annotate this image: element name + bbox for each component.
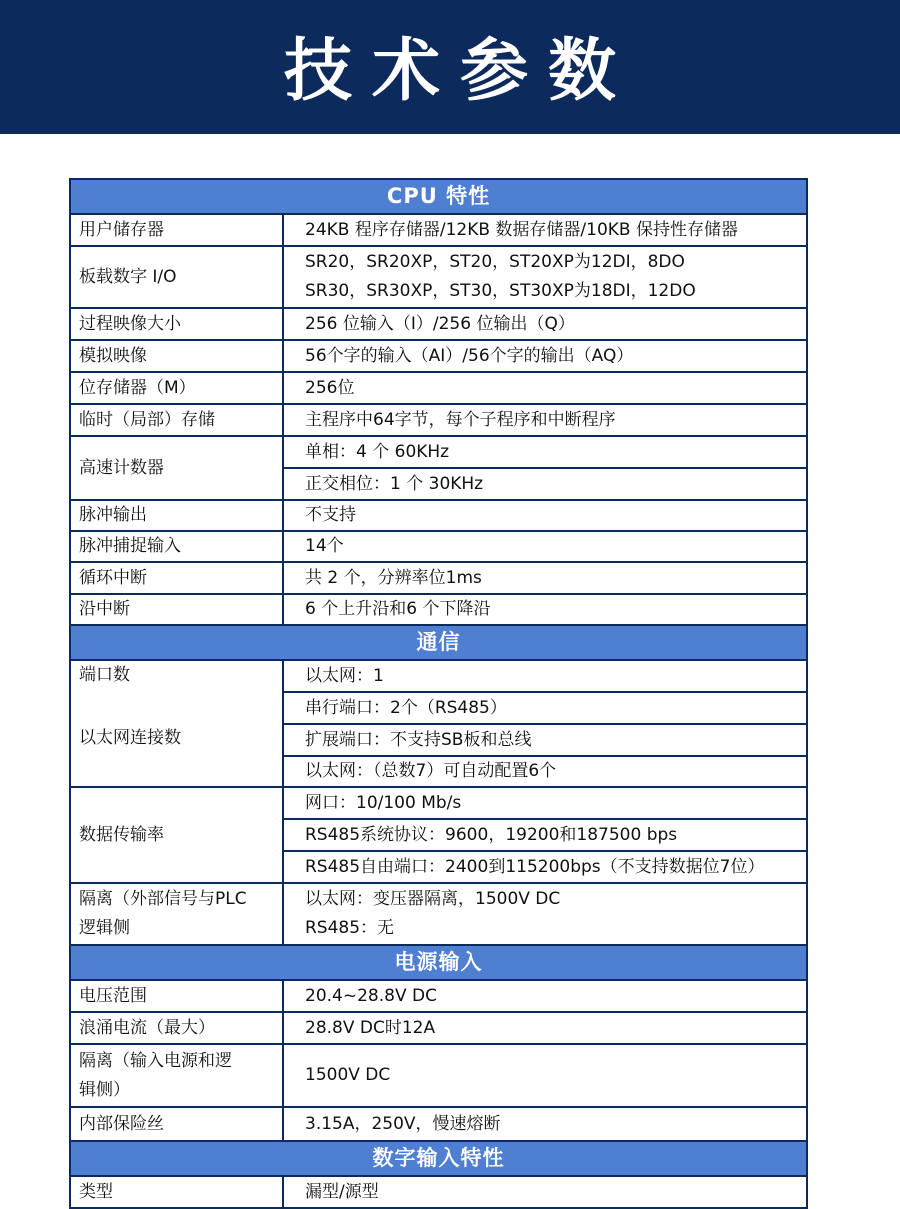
row-value: 以太网：（总数7）可自动配置6个 (283, 756, 807, 787)
table-row (70, 1176, 807, 1208)
row-label: 脉冲输出 (70, 500, 283, 531)
row-value: 主程序中64字节，每个子程序和中断程序 (283, 404, 807, 436)
row-label: 位存储器（M） (70, 372, 283, 404)
row-value: 24KB 程序存储器/12KB 数据存储器/10KB 保持性存储器 (283, 214, 807, 246)
row-value: RS485系统协议：9600，19200和187500 bps (283, 819, 807, 851)
row-value: 共 2 个，分辨率位1ms (283, 562, 807, 594)
row-label: 循环中断 (70, 562, 283, 594)
row-value: 网口：10/100 Mb/s (283, 787, 807, 819)
row-value: 3.15A，250V，慢速熔断 (283, 1107, 807, 1141)
table-row (70, 1012, 807, 1044)
section-header-power-input (70, 945, 807, 980)
table-row (70, 436, 807, 468)
table-row (70, 214, 807, 246)
row-value: 256 位输入（I）/256 位输出（Q） (283, 308, 807, 340)
section-title: CPU 特性 (70, 179, 807, 214)
row-label: 电压范围 (70, 980, 283, 1012)
label-line: 逻辑侧 (79, 918, 130, 938)
row-value: 扩展端口：不支持SB板和总线 (283, 724, 807, 756)
row-value: 28.8V DC时12A (283, 1012, 807, 1044)
title-banner (0, 0, 900, 134)
row-value (283, 246, 807, 308)
row-label: 以太网连接数 (79, 728, 181, 748)
table-row (70, 660, 807, 692)
row-value: 单相：4 个 60KHz (283, 436, 807, 468)
row-value: 正交相位：1 个 30KHz (283, 468, 807, 500)
row-value: 20.4~28.8V DC (283, 980, 807, 1012)
row-label: 过程映像大小 (70, 308, 283, 340)
value-line: 以太网：变压器隔离，1500V DC (305, 889, 561, 909)
table-row (70, 404, 807, 436)
row-label: 板载数字 I/O (70, 246, 283, 308)
page-title: 技术参数 (283, 31, 636, 111)
row-label: 数据传输率 (70, 787, 283, 883)
row-value: 1500V DC (283, 1044, 807, 1107)
section-title: 电源输入 (70, 945, 807, 980)
row-label (70, 1044, 283, 1107)
row-label (70, 883, 283, 945)
row-label: 脉冲捕捉输入 (70, 531, 283, 562)
table-row (70, 883, 807, 945)
table-row (70, 1107, 807, 1141)
table-row (70, 308, 807, 340)
table-row (70, 246, 807, 308)
row-label: 浪涌电流（最大） (70, 1012, 283, 1044)
row-value: 14个 (283, 531, 807, 562)
row-value: RS485自由端口：2400到115200bps（不支持数据位7位） (283, 851, 807, 883)
section-header-communication (70, 625, 807, 660)
section-header-digital-input (70, 1141, 807, 1176)
row-label: 用户储存器 (70, 214, 283, 246)
table-row (70, 594, 807, 625)
row-label: 类型 (70, 1176, 283, 1208)
row-label: 高速计数器 (70, 436, 283, 500)
table-row (70, 562, 807, 594)
label-line: 辑侧） (79, 1079, 130, 1100)
row-value: 以太网：1 (283, 660, 807, 692)
row-value: 56个字的输入（AI）/56个字的输出（AQ） (283, 340, 807, 372)
table-row (70, 787, 807, 819)
row-label-group (70, 660, 283, 787)
row-value: 不支持 (283, 500, 807, 531)
section-header-cpu (70, 179, 807, 214)
section-title: 通信 (70, 625, 807, 660)
table-row (70, 531, 807, 562)
table-row (70, 1044, 807, 1107)
row-value (283, 883, 807, 945)
row-label: 端口数 (79, 665, 130, 685)
table-row (70, 340, 807, 372)
row-label: 临时（局部）存储 (70, 404, 283, 436)
table-row (70, 980, 807, 1012)
label-line: 隔离（输入电源和逻 (79, 1050, 232, 1071)
row-value: 串行端口：2个（RS485） (283, 692, 807, 724)
table-row (70, 500, 807, 531)
section-title: 数字输入特性 (70, 1141, 807, 1176)
value-line: RS485：无 (305, 918, 395, 938)
spec-table (69, 178, 808, 1209)
row-value: 6 个上升沿和6 个下降沿 (283, 594, 807, 625)
row-value: 256位 (283, 372, 807, 404)
row-label: 沿中断 (70, 594, 283, 625)
label-line: 隔离（外部信号与PLC (79, 889, 247, 909)
row-label: 内部保险丝 (70, 1107, 283, 1141)
table-row (70, 372, 807, 404)
spec-table-container (69, 178, 806, 1209)
value-line: SR30，SR30XP，ST30，ST30XP为18DI，12DO (305, 281, 696, 301)
row-value: 漏型/源型 (283, 1176, 807, 1208)
row-label: 模拟映像 (70, 340, 283, 372)
value-line: SR20，SR20XP，ST20，ST20XP为12DI，8DO (305, 252, 685, 272)
